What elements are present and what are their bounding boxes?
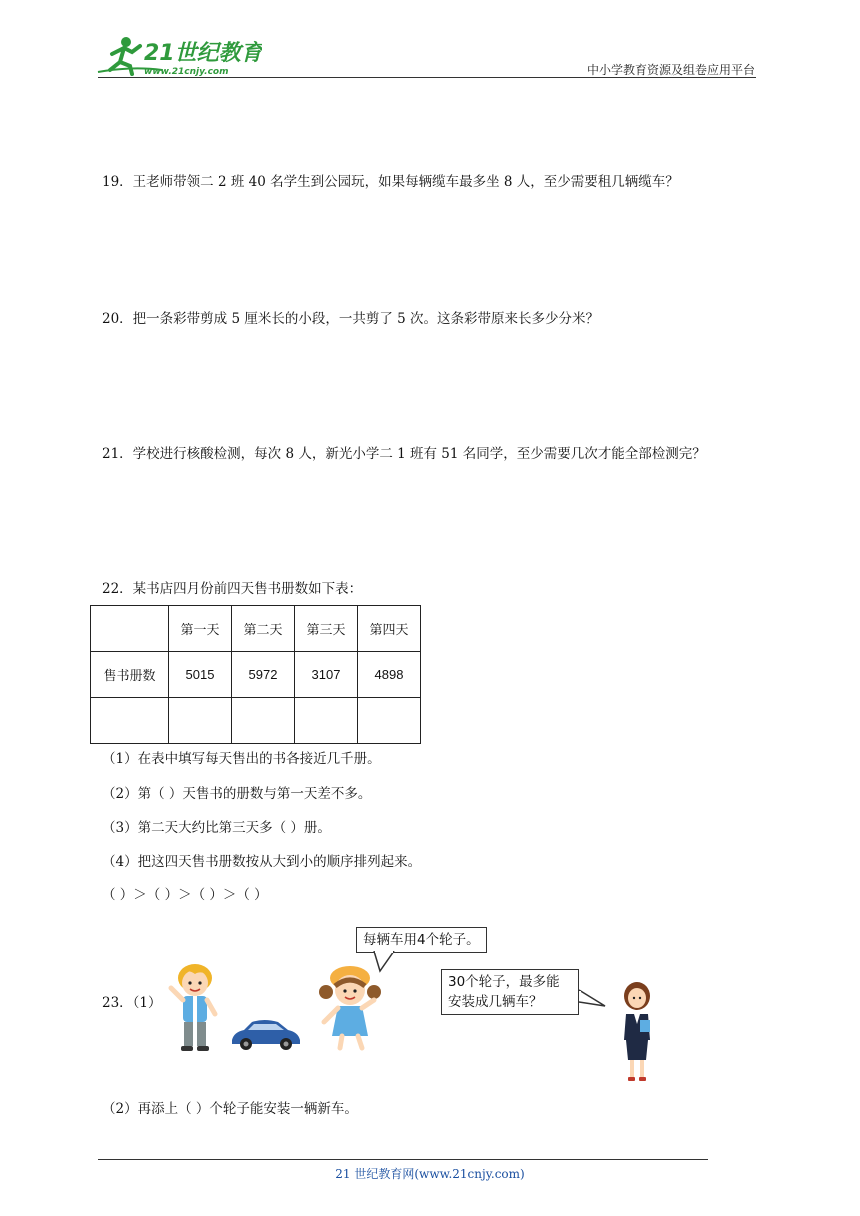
bubble-text: 每辆车用4个轮子。 [363,932,480,948]
q22-sub-2: （2）第（ ）天售书的册数与第一天差不多。 [102,786,372,802]
speech-bubble-wheels [356,927,487,953]
girl-illustration [314,960,386,1052]
table-header-cell: 第四天 [358,606,421,652]
car-illustration [228,1016,302,1052]
table-header-row [91,606,421,652]
footer-divider [98,1159,708,1160]
table-header-cell: 第三天 [295,606,358,652]
speech-bubble-question [441,969,579,1015]
bubble-text-line1: 30个轮子，最多能 [448,974,560,990]
site-logo [92,32,262,80]
bubble-tail [579,986,609,1010]
boy-illustration [165,958,225,1056]
table-cell: 5015 [169,652,232,698]
table-cell: 4898 [358,652,421,698]
answer-cell[interactable] [232,698,295,744]
question-23-label: 23．（1） [102,995,162,1011]
q22-sub-3: （3）第二天大约比第三天多（ ）册。 [102,820,331,836]
q22-sub-4: （4）把这四天售书册数按从大到小的顺序排列起来。 [102,854,422,870]
bubble-tail [372,951,402,973]
question-22-intro: 22．某书店四月份前四天售书册数如下表： [102,581,363,597]
footer-text[interactable]: 21 世纪教育网(www.21cnjy.com) [335,1167,525,1181]
answer-cell[interactable] [295,698,358,744]
table-empty-row [91,698,421,744]
question-21: 21．学校进行核酸检测，每次 8 人，新光小学二 1 班有 51 名同学，至少需要几次才能全部检测完？ [102,446,706,462]
table-cell: 5972 [232,652,295,698]
sales-table [90,605,421,744]
table-row-label: 售书册数 [91,652,169,698]
table-cell [91,606,169,652]
question-20: 20．把一条彩带剪成 5 厘米长的小段，一共剪了 5 次。这条彩带原来长多少分米？ [102,311,600,327]
header-platform-text: 中小学教育资源及组卷应用平台 [586,63,755,77]
answer-cell[interactable] [358,698,421,744]
question-19: 19．王老师带领二 2 班 40 名学生到公园玩，如果每辆缆车最多坐 8 人，至少需要租几辆缆车？ [102,174,679,190]
table-row [91,652,421,698]
table-header-cell: 第一天 [169,606,232,652]
header-divider [98,77,756,78]
answer-cell[interactable] [91,698,169,744]
q22-order-blanks: （ ）＞（ ）＞（ ）＞（ ） [102,887,268,903]
teacher-illustration [612,980,662,1084]
q23-sub-2: （2）再添上（ ）个轮子能安装一辆新车。 [102,1101,358,1117]
bubble-text-line2: 安装成几辆车？ [448,994,543,1010]
q22-sub-1: （1）在表中填写每天售出的书各接近几千册。 [102,751,381,767]
table-cell: 3107 [295,652,358,698]
logo-url: www.21cnjy.com [144,67,229,77]
table-header-cell: 第二天 [232,606,295,652]
logo-text: 21世纪教育 [144,41,262,66]
answer-cell[interactable] [169,698,232,744]
